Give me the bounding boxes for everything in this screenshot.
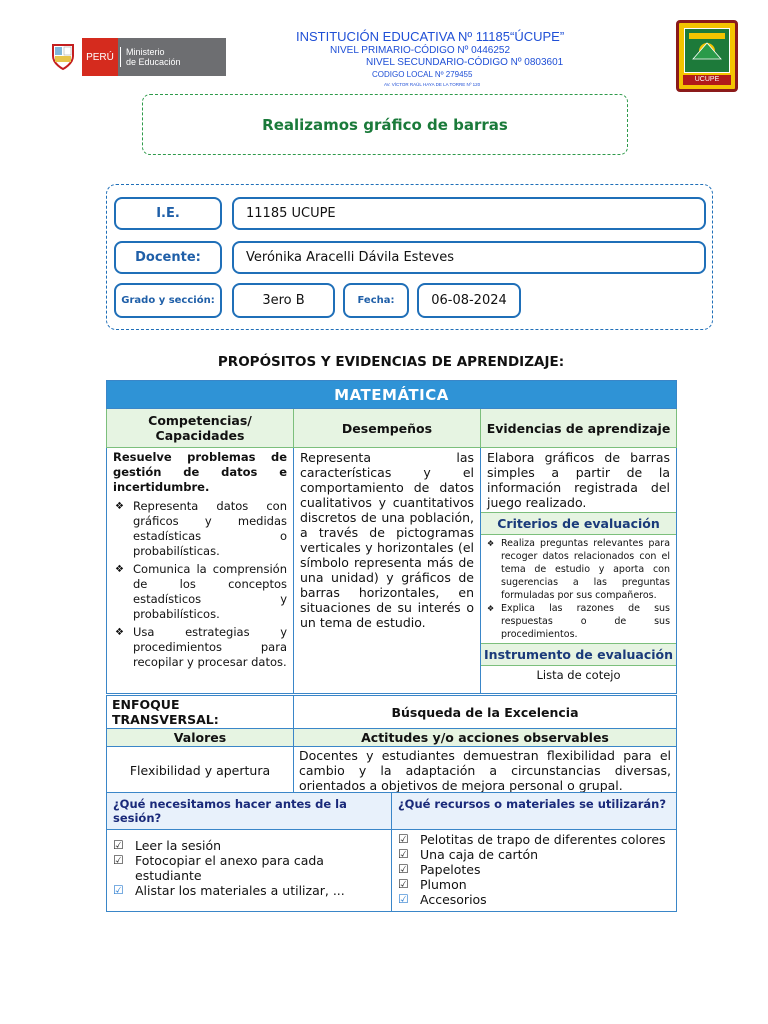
matematica-banner: MATEMÁTICA [107,381,677,409]
antes-header: ¿Qué necesitamos hacer antes de la sesión? [107,793,392,830]
school-address: AV. VÍCTOR RAÚL HAYA DE LA TORRE Nº 120 [384,82,481,87]
evidencia-text: Elabora gráficos de barras simples a partir de la información registrada del juego realizado. [487,450,671,510]
antes-cell [107,830,392,912]
peru-label: PERÚ [82,38,118,76]
capacidades-list [113,499,287,670]
peru-shield-icon [44,38,82,76]
col-competencias: Competencias/ Capacidades [107,409,294,448]
evidencias-cell [481,448,677,694]
ministry-line2: de Educación [126,57,181,67]
list-item: ☑ Accesorios [398,892,670,907]
ministry-line1: Ministerio [126,47,165,57]
preparacion-table [106,792,677,912]
session-title: Realizamos gráfico de barras [262,115,508,134]
list-item: ☑ Una caja de cartón [398,847,670,862]
school-crest-icon [676,20,738,92]
antes-list [107,830,391,902]
instrumento-label: Instrumento de evaluación [481,643,676,666]
matematica-table [106,380,677,694]
list-item: ☑ Pelotitas de trapo de diferentes colores [398,832,670,847]
school-primary-code: NIVEL PRIMARIO-CÓDIGO Nº 0446252 [330,45,511,56]
list-item: ☑ Leer la sesión [113,838,385,853]
list-item: ☑ Plumon [398,877,670,892]
school-secondary-code: NIVEL SECUNDARIO-CÓDIGO Nº 0803601 [366,57,564,68]
valores-header: Valores [107,729,294,747]
session-title-box [142,94,628,155]
list-item: ❖ Explica las razones de sus respuestas o de sus procedimientos. [487,602,670,641]
competencias-cell [107,448,294,694]
list-item: ❖ Representa datos con gráficos y medidas estadísticas o probabilísticas. [113,499,287,559]
actitudes-header: Actitudes y/o acciones observables [294,729,677,747]
recursos-list [392,830,676,911]
fecha-value: 06-08-2024 [417,283,521,318]
enfoque-table [106,695,677,795]
ie-value: 11185 UCUPE [232,197,706,230]
list-item: ❖ Realiza preguntas relevantes para recoger datos relacionados con el tema de estudio y aporta con sugerencias a las preguntas formuladas por sus compañeros. [487,537,670,602]
list-item: ☑ Papelotes [398,862,670,877]
list-item: ☑ Alistar los materiales a utilizar, ... [113,883,385,898]
enfoque-value: Búsqueda de la Excelencia [294,696,677,729]
col-evidencias: Evidencias de aprendizaje [481,409,677,448]
minedu-logo [44,38,226,76]
list-item: ❖ Comunica la comprensión de los conceptos estadísticos y probabilísticos. [113,562,287,622]
desempeno-text: Representa las características y el comportamiento de datos cualitativos y cuantitativos discretos de una población, a través de pictogramas verticales y horizontales (el símbolo representa más de una unidad) y gráficos de barras horizontales, en situaciones de su interés o un tema de estudio. [300,450,474,630]
docente-value: Verónika Aracelli Dávila Esteves [232,241,706,274]
grado-value: 3ero B [232,283,335,318]
col-desempenos: Desempeños [294,409,481,448]
list-item: ❖ Usa estrategias y procedimientos para recopilar y procesar datos. [113,625,287,670]
criterios-list [487,537,670,641]
competencia-title: Resuelve problemas de gestión de datos e incertidumbre. [113,450,287,494]
fecha-label: Fecha: [343,283,409,318]
list-item: ☑ Fotocopiar el anexo para cada estudiante [113,853,385,883]
school-name: INSTITUCIÓN EDUCATIVA Nº 11185“ÚCUPE” [296,29,565,44]
enfoque-label: ENFOQUE TRANSVERSAL: [107,696,294,729]
valor-cell: Flexibilidad y apertura [107,747,294,795]
school-local-code: CODIGO LOCAL Nº 279455 [372,70,473,79]
session-info-box [106,184,713,330]
recursos-cell [392,830,677,912]
crest-banner: UCUPE [683,75,731,85]
actitud-cell: Docentes y estudiantes demuestran flexibilidad para el cambio y la adaptación a circunstancias diversas, orientados a objetivos de mejora personal o grupal. [294,747,677,795]
instrumento-value: Lista de cotejo [536,668,621,682]
purposes-heading: PROPÓSITOS Y EVIDENCIAS DE APRENDIZAJE: [217,354,565,370]
docente-label: Docente: [114,241,222,274]
recursos-header: ¿Qué recursos o materiales se utilizarán? [392,793,677,830]
criterios-label: Criterios de evaluación [481,512,676,535]
desempenos-cell [294,448,481,694]
ie-label: I.E. [114,197,222,230]
grado-label: Grado y sección: [114,283,222,318]
ministry-label [120,47,181,67]
